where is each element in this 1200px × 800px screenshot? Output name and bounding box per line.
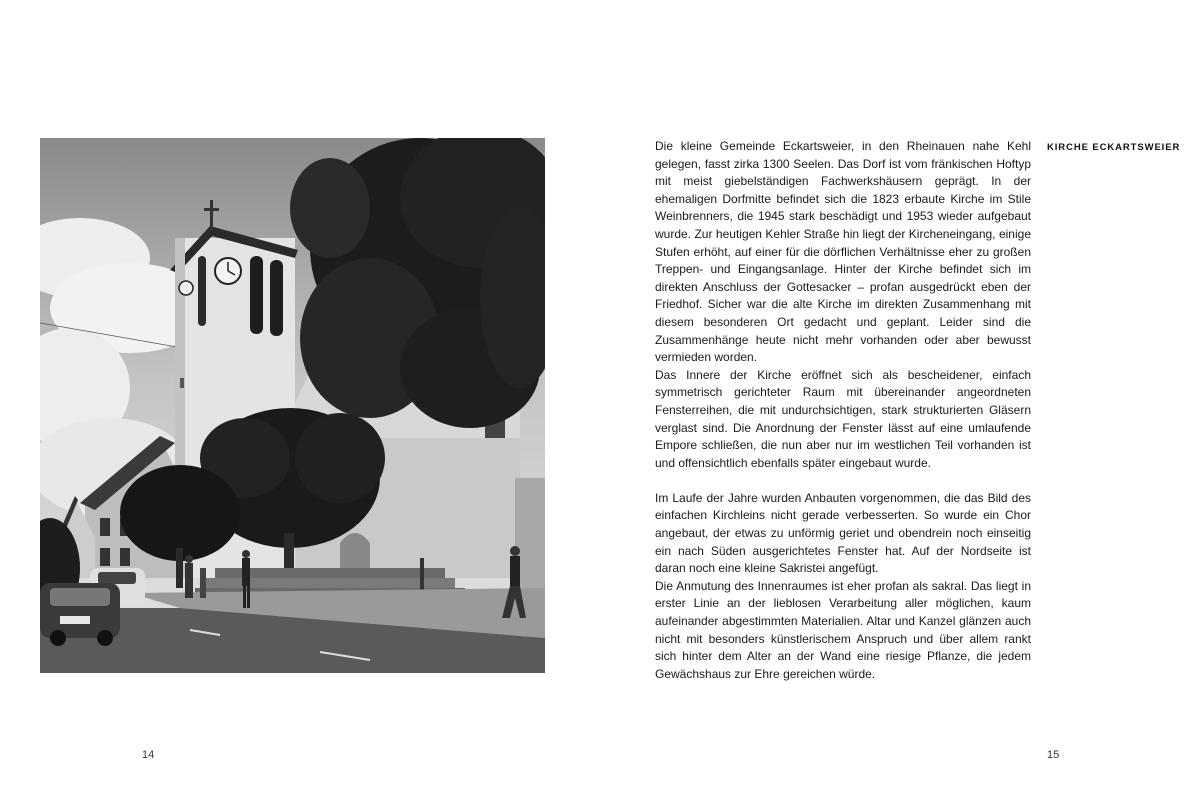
page-number-left: 14: [142, 749, 155, 761]
paragraph-2: Das Innere der Kirche eröffnet sich als bescheidener, einfach symmetrisch gerichteter Raum mit übereinander angeordneten Fensterreihen, die mit undurchsichtigen, stark strukturierten Gläsern verglast sind. Die Anordnung der Fenster lässt auf eine umlaufende Empore schließen, die nun aber nur im westlichen Teil vorhanden ist und offensichtlich ebenfalls später eingebaut wurde.: [655, 367, 1031, 470]
section-title: KIRCHE ECKARTSWEIER: [1047, 142, 1181, 153]
church-photo: [40, 138, 545, 673]
paragraph-3: Im Laufe der Jahre wurden Anbauten vorgenommen, die das Bild des einfachen Kirchleins nicht gerade verbesserten. So wurde ein Chor angebaut, der etwas zu unförmig geriet und obendrein noch einseitig ein nach Süden ausgerichtetes Fenster hat. Auf der Nordseite ist daran noch eine kleine Sakristei angefügt.: [655, 490, 1031, 576]
paragraph-1: Die kleine Gemeinde Eckartsweier, in den Rheinauen nahe Kehl gelegen, fasst zirka 1300 Seelen. Das Dorf ist vom fränkischen Hoftyp mit meist giebelständigen Fachwerkshäusern geprägt. In der ehemaligen Dorfmitte befindet sich die 1823 erbaute Kirche im Stile Weinbrenners, die 1945 stark beschädigt und 1953 wieder aufgebaut wurde. Zur heutigen Kehler Straße hin liegt der Kircheneingang, einige Stufen erhöht, auf einer für die dörflichen Verhältnisse eher zu großen Treppen- und Eingangsanlage. Hinter der Kirche befindet sich im direkten Anschluss der Gottesacker – profan ausgedrückt eben der Friedhof. Sicher war die alte Kirche im direkten Zusammenhang mit diesem besonderen Ort gedacht und geplant. Leider sind die Zusammenhänge heute nicht mehr vorhanden oder aber bewusst vermieden worden.: [655, 139, 1031, 365]
body-text: [655, 138, 1031, 683]
church-photo-illustration: [40, 138, 545, 673]
paragraph-4: Die Anmutung des Innenraumes ist eher profan als sakral. Das liegt in erster Linie an der lieblosen Verarbeitung aller möglichen, kaum aufeinander abgestimmten Materialien. Altar und Kanzel glänzen auch nicht mit besonders künstlerischem Anspruch und über allem rankt sich hinter dem Alter an der Wand eine riesige Pflanze, die jedem Gewächshaus zur Ehre gereichen würde.: [655, 578, 1031, 681]
page-number-right: 15: [1047, 749, 1060, 761]
